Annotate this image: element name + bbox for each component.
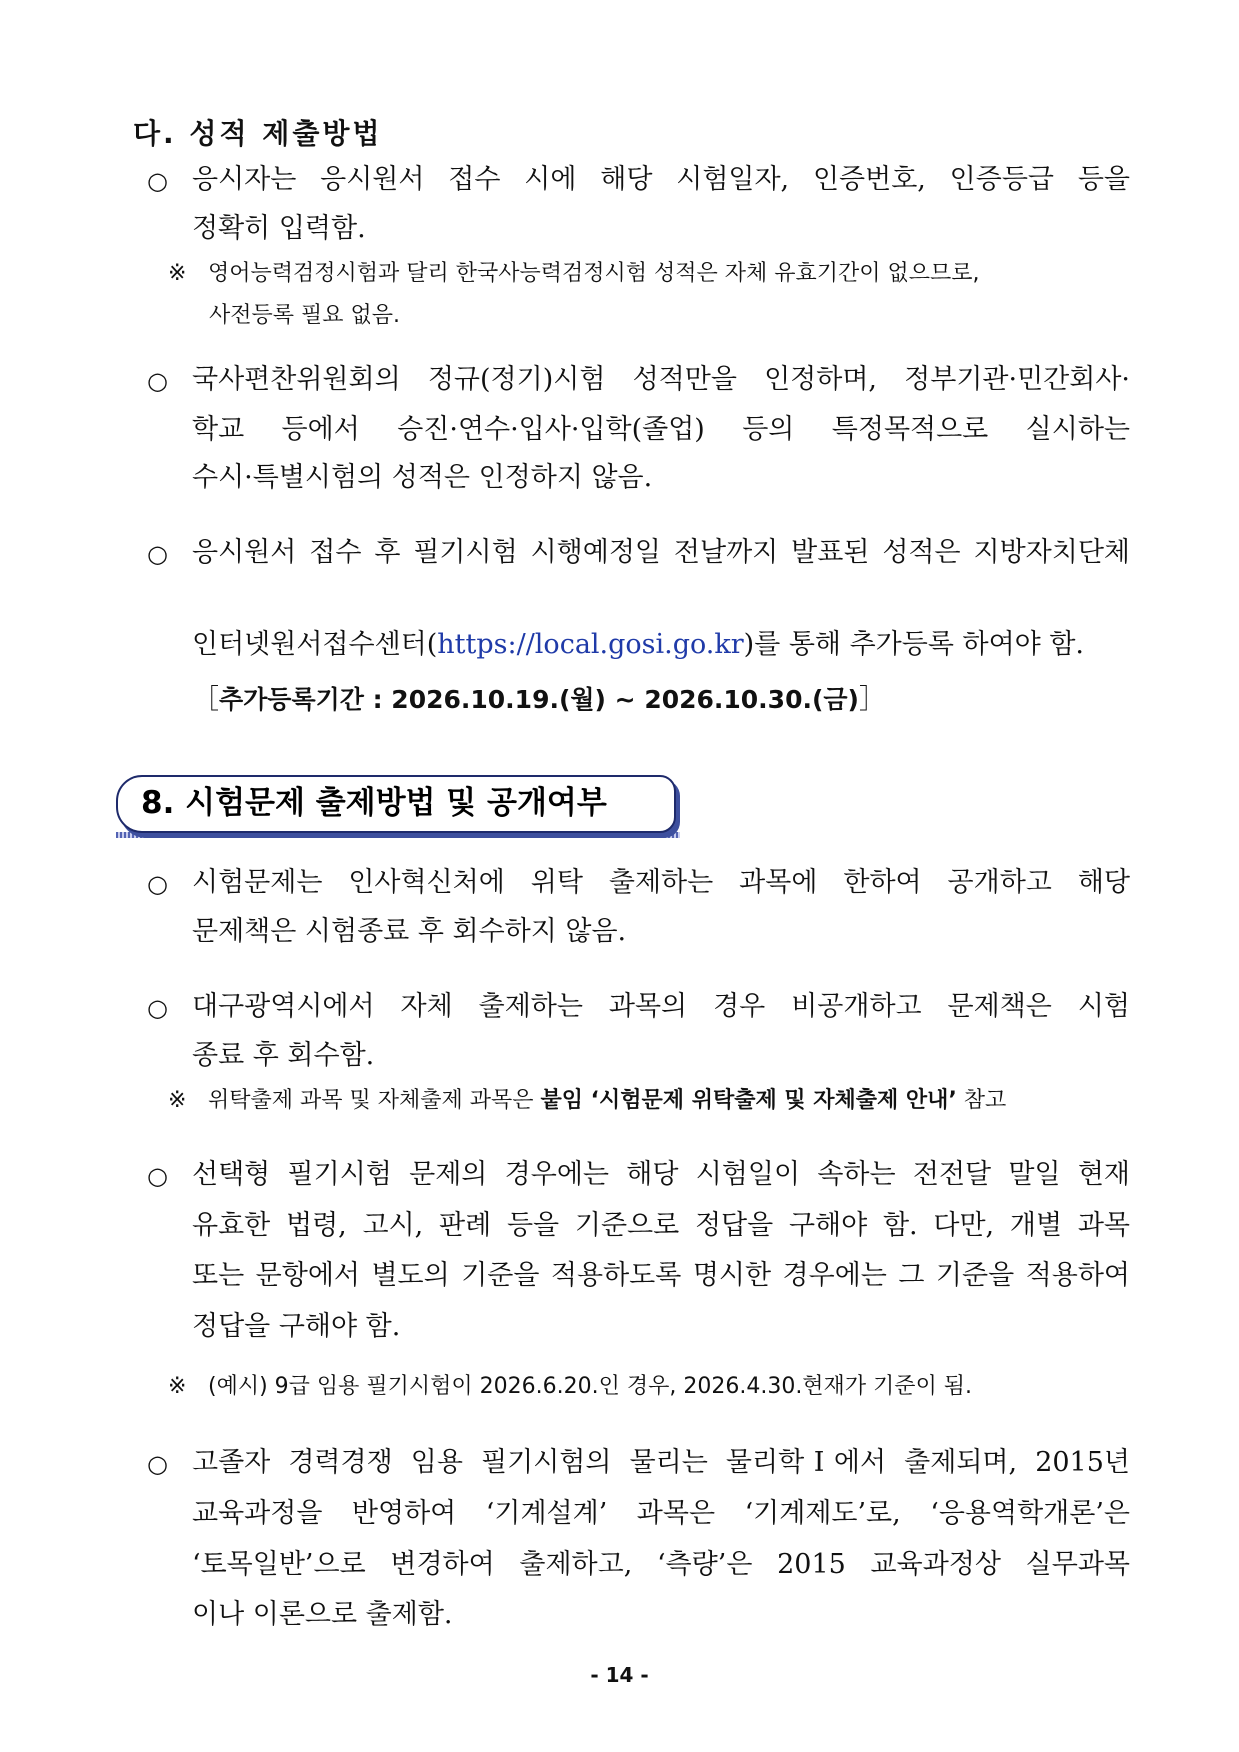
paragraph-line: 종료 후 회수함. bbox=[192, 1040, 375, 1071]
paragraph-text: )를 통해 추가등록 하여야 함. bbox=[743, 629, 1085, 660]
paragraph-line: 또는 문항에서 별도의 기준을 적용하도록 명시한 경우에는 그 기준을 적용하여 bbox=[192, 1260, 1130, 1291]
reference-mark-icon: ※ bbox=[168, 1374, 187, 1399]
bullet-icon: ○ bbox=[147, 1450, 168, 1478]
paragraph-line: 대구광역시에서 자체 출제하는 과목의 경우 비공개하고 문제책은 시험 bbox=[192, 991, 1130, 1022]
website-link[interactable]: https://local.gosi.go.kr bbox=[437, 629, 744, 660]
paragraph-line: 시험문제는 인사혁신처에 위탁 출제하는 과목에 한하여 공개하고 해당 bbox=[192, 867, 1130, 898]
paragraph-line: 국사편찬위원회의 정규(정기)시험 성적만을 인정하며, 정부기관·민간회사· bbox=[192, 364, 1130, 395]
paragraph-line: 이나 이론으로 출제함. bbox=[192, 1599, 453, 1630]
paragraph-line: 학교 등에서 승진·연수·입사·입학(졸업) 등의 특정목적으로 실시하는 bbox=[192, 414, 1130, 445]
page-number: - 14 - bbox=[590, 1663, 649, 1687]
bracket-close: ］ bbox=[858, 684, 886, 715]
bullet-icon: ○ bbox=[147, 870, 168, 898]
paragraph-line bbox=[192, 627, 1130, 663]
paragraph-line: 유효한 법령, 고시, 판례 등을 기준으로 정답을 구해야 함. 다만, 개별 과목 bbox=[192, 1210, 1130, 1241]
paragraph-line: 응시원서 접수 후 필기시험 시행예정일 전날까지 발표된 성적은 지방자치단체 bbox=[192, 537, 1130, 568]
paragraph-line: 정답을 구해야 함. bbox=[192, 1311, 401, 1342]
bullet-icon: ○ bbox=[147, 994, 168, 1022]
bracket-open: ［ bbox=[192, 684, 219, 715]
bullet-icon: ○ bbox=[147, 367, 168, 395]
reference-mark-icon: ※ bbox=[168, 261, 187, 286]
note-text: 참고 bbox=[956, 1088, 1007, 1113]
paragraph-line: 문제책은 시험종료 후 회수하지 않음. bbox=[192, 916, 627, 947]
paragraph-line: 고졸자 경력경쟁 임용 필기시험의 물리는 물리학Ⅰ에서 출제되며, 2015년 bbox=[192, 1447, 1130, 1478]
paragraph-line: 응시자는 응시원서 접수 시에 해당 시험일자, 인증번호, 인증등급 등을 bbox=[192, 164, 1130, 195]
paragraph-text: 인터넷원서접수센터( bbox=[192, 629, 438, 660]
note bbox=[168, 1086, 1006, 1116]
bullet-icon: ○ bbox=[147, 540, 168, 568]
registration-period bbox=[192, 682, 886, 718]
paragraph-line: 교육과정을 반영하여 ‘기계설계’ 과목은 ‘기계제도’로, ‘응용역학개론’은 bbox=[192, 1498, 1130, 1529]
note-text: 위탁출제 과목 및 자체출제 과목은 bbox=[208, 1088, 541, 1113]
note-emphasis: 붙임 ‘시험문제 위탁출제 및 자체출제 안내’ bbox=[540, 1088, 957, 1113]
note-text: 영어능력검정시험과 달리 한국사능력검정시험 성적은 자체 유효기간이 없으므로, bbox=[208, 261, 980, 286]
bullet-icon: ○ bbox=[147, 167, 168, 195]
reference-mark-icon: ※ bbox=[168, 1088, 187, 1113]
paragraph-line: 수시·특별시험의 성적은 인정하지 않음. bbox=[192, 462, 653, 493]
bullet-icon: ○ bbox=[147, 1162, 168, 1190]
registration-period-text: 추가등록기간 : 2026.10.19.(월) ~ 2026.10.30.(금) bbox=[219, 685, 859, 714]
section-title: 8. 시험문제 출제방법 및 공개여부 bbox=[141, 785, 607, 821]
note-text: (예시) 9급 임용 필기시험이 2026.6.20.인 경우, 2026.4.30.현재가 기준이 됨. bbox=[208, 1374, 973, 1399]
paragraph-line: 정확히 입력함. bbox=[192, 213, 366, 244]
note-text: 사전등록 필요 없음. bbox=[209, 303, 400, 328]
note bbox=[168, 259, 980, 289]
paragraph-line: 선택형 필기시험 문제의 경우에는 해당 시험일이 속하는 전전달 말일 현재 bbox=[192, 1159, 1130, 1190]
subsection-heading: 다. 성적 제출방법 bbox=[133, 117, 383, 150]
note bbox=[168, 1372, 972, 1402]
paragraph-line: ‘토목일반’으로 변경하여 출제하고, ‘측량’은 2015 교육과정상 실무과목 bbox=[192, 1549, 1130, 1580]
